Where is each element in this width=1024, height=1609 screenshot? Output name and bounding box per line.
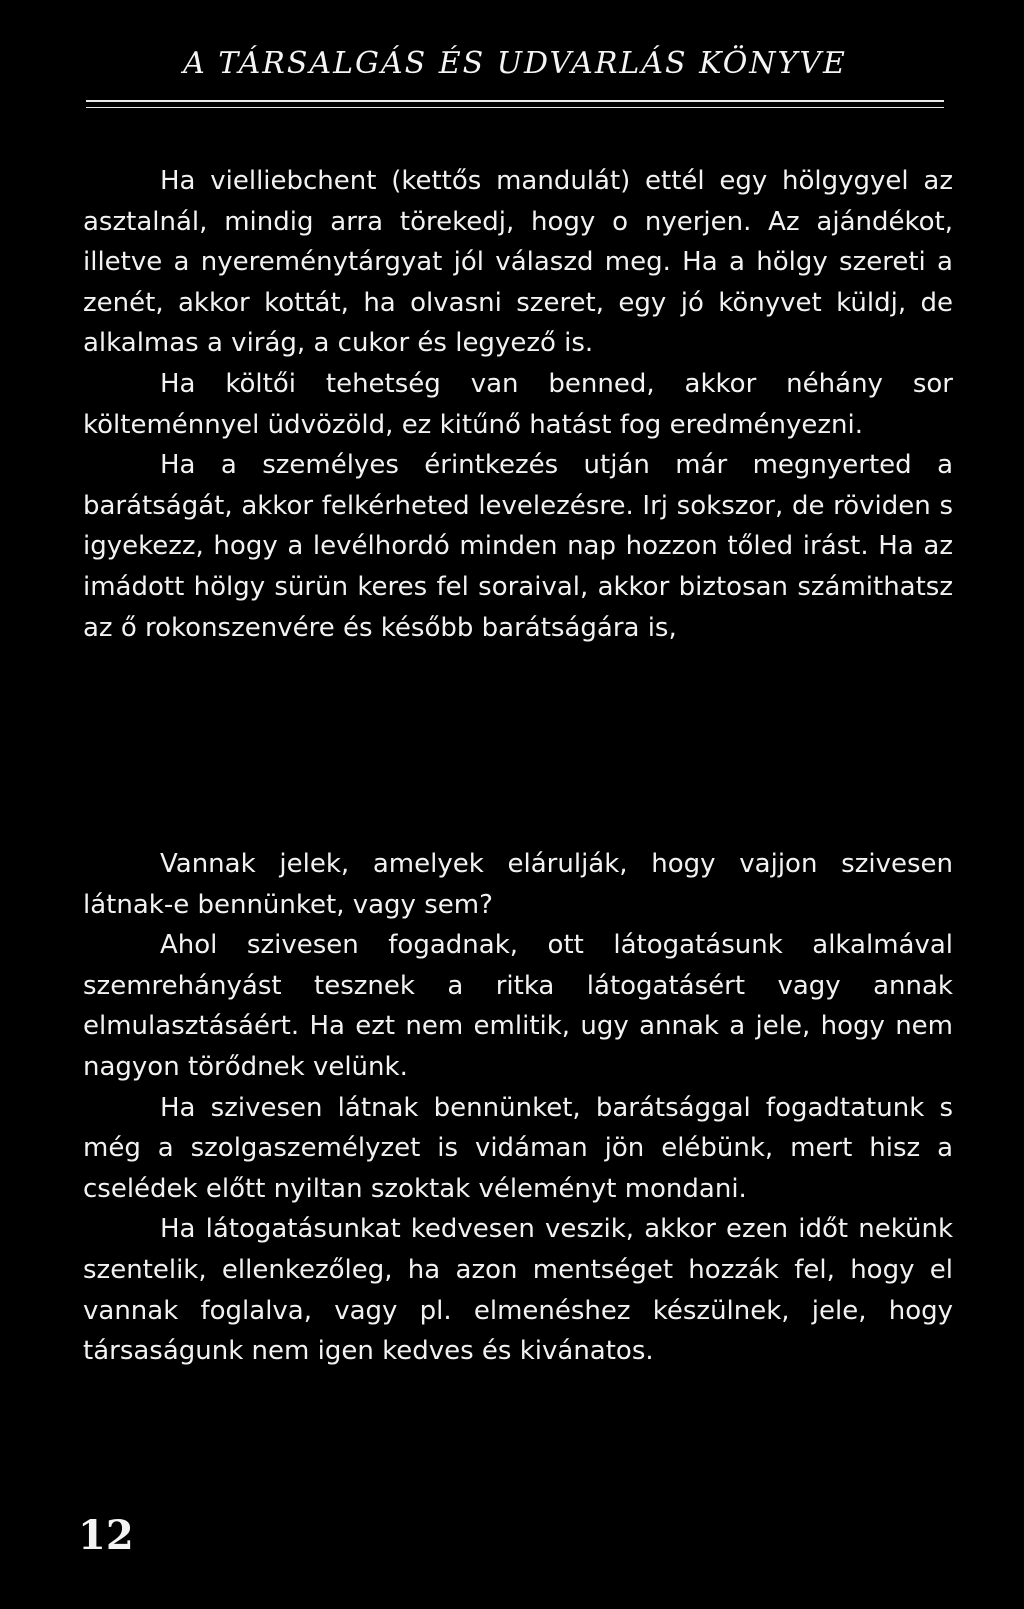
paragraph: Ha költői tehetség van benned, akkor néhány sor költeménnyel üdvözöld, ez kitűnő hatást fog eredményezni. <box>83 368 953 440</box>
paragraph: Ahol szivesen fogadnak, ott látogatásunk alkalmával szemrehányást tesznek a ritka látogatásért vagy annak elmulasztásáért. Ha ezt nem emlitik, ugy annak a jele, hogy nem nagyon törődnek velünk. <box>83 930 953 1082</box>
text-section-1 <box>83 161 953 648</box>
paragraph: Ha a személyes érintkezés utján már megnyerted a barátságát, akkor felkérheted levelezésre. Irj sokszor, de röviden s igyekezz, hogy a levélhordó minden nap hozzon tőled irást. Ha az imádott hölgy sürün keres fel soraival, akkor biztosan számithatsz az ő rokonszenvére és később barátságára is, <box>83 450 953 643</box>
header-rule-thin <box>86 107 944 108</box>
header-rule <box>86 100 944 102</box>
paragraph: Ha látogatásunkat kedvesen veszik, akkor ezen időt nekünk szentelik, ellenkezőleg, ha azon mentséget hozzák fel, hogy el vannak foglalva, vagy pl. elmenéshez készülnek, jele, hogy társaságunk nem igen kedves és kivánatos. <box>83 1214 953 1367</box>
running-head-title: A TÁRSALGÁS ÉS UDVARLÁS KÖNYVE <box>183 46 847 81</box>
page-number: 12 <box>78 1512 134 1559</box>
paragraph: Ha vielliebchent (kettős mandulát) ettél egy hölgygyel az asztalnál, mindig arra törekedj, hogy o nyerjen. Az ajándékot, illetve a nyereménytárgyat jól válaszd meg. Ha a hölgy szereti a zenét, akkor kottát, ha olvasni szeret, egy jó könyvet küldj, de alkalmas a virág, a cukor és legyező is. <box>83 166 953 359</box>
paragraph: Ha szivesen látnak bennünket, barátsággal fogadtatunk s még a szolgaszemélyzet is vidáman jön elébünk, mert hisz a cselédek előtt nyiltan szoktak véleményt mondani. <box>83 1092 953 1204</box>
paragraph: Vannak jelek, amelyek elárulják, hogy vajjon szivesen látnak-e bennünket, vagy sem? <box>83 849 953 920</box>
text-section-2 <box>83 844 953 1372</box>
